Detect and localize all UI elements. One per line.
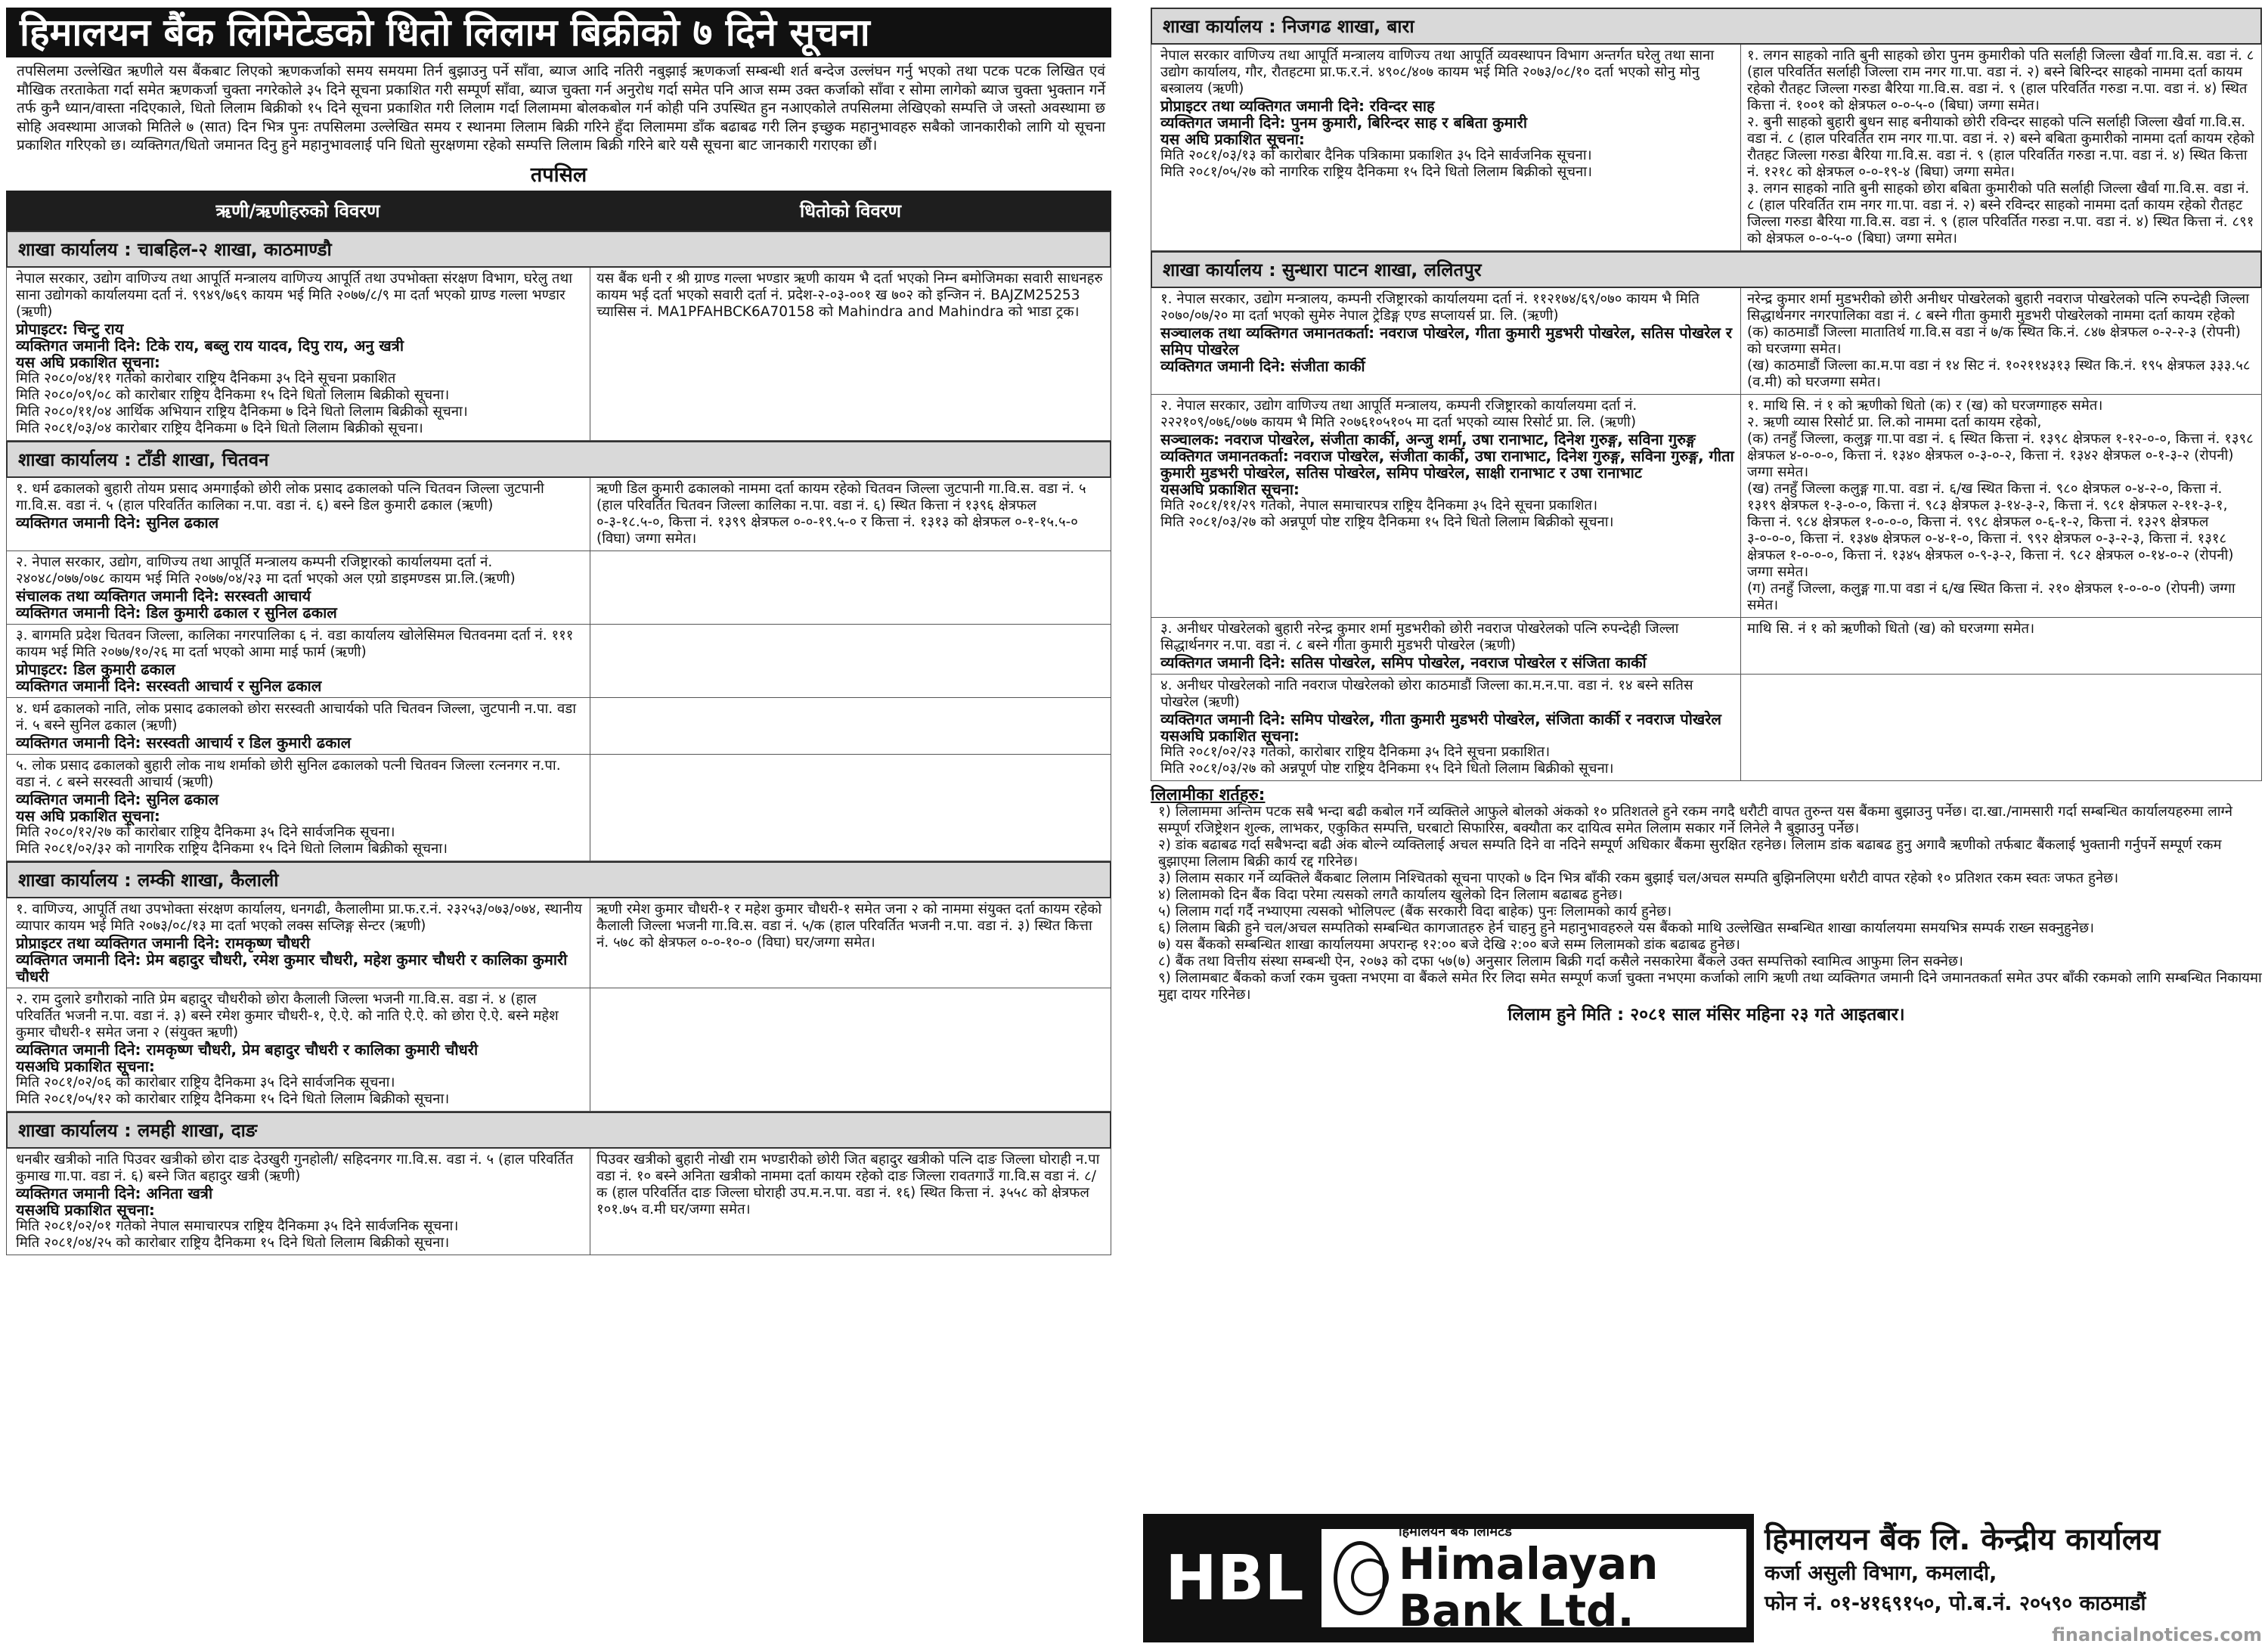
office-phone: फोन नं. ०१-४१६९१५०, पो.ब.नं. २०५९० काठमाडौं	[1765, 1592, 2146, 1615]
text-line: मिति २०८१/०५/१२ को कारोबार राष्ट्रिय दैनिकमा १५ दिने धितो लिलाम बिक्रीको सूचना।	[16, 1090, 450, 1107]
borrower-cell	[1151, 618, 1741, 674]
collateral-cell	[590, 898, 1111, 988]
logo-text	[1399, 1522, 1746, 1634]
text-line: मिति २०८०/०४/११ गतेको कारोबार राष्ट्रिय दैनिकमा ३५ दिने सूचना प्रकाशित	[16, 370, 396, 386]
text-line: मिति २०८१/०२/०१ गतेको नेपाल समाचारपत्र राष्ट्रिय दैनिकमा ३५ दिने सार्वजनिक सूचना।	[16, 1217, 459, 1234]
bold-line: व्यक्तिगत जमानी दिने: सरस्वती आचार्य र सुनिल ढकाल	[16, 676, 322, 695]
text-line: पिउवर खत्रीको बुहारी नोखी राम भण्डारीको छोरी जित बहादुर खत्रीको पत्नि दाङ जिल्ला घोराही न.पा वडा नं. १० बस्ने अनिता खत्रीको नाममा दर्ता कायम रहेको दाङ जिल्ला रावतगाउँ गा.वि.स वडा नं. ८/क (हाल परिवर्तित दाङ जिल्ला घोराही उप.म.न.पा. वडा नं. १६) स्थित कित्ता नं. ३५५८ को क्षेत्रफल १०१.७५ व.मी घर/जग्गा समेत।	[596, 1151, 1100, 1217]
auction-terms	[1151, 787, 2262, 1023]
logo-small-text: हिमालयन बैंक लिमिटेड	[1398, 1524, 1512, 1540]
right-sections	[1145, 8, 2268, 781]
branch-heading: शाखा कार्यालय : निजगढ शाखा, बारा	[1151, 8, 2262, 45]
collateral-cell	[1741, 675, 2261, 780]
table-row	[6, 551, 1111, 625]
text-line: मिति २०८०/११/०४ आर्थिक अभियान राष्ट्रिय दैनिकमा ७ दिने धितो लिलाम बिक्रीको सूचना।	[16, 403, 468, 420]
text-line: १. माथि सि. नं १ को ऋणीको धितो (क) र (ख) को घरजग्गाहरु समेत।	[1747, 398, 2103, 414]
logo-panel	[1321, 1524, 1746, 1636]
bold-line: व्यक्तिगत जमानी दिने: रामकृष्ण चौधरी, प्रेम बहादुर चौधरी र कालिका कुमारी चौधरी	[16, 1040, 479, 1059]
text-line: (ख) तनहुँ जिल्ला कलुङ्ग गा.पा. वडा नं. ६/ख स्थित कित्ता नं. ९८० क्षेत्रफल ०-४-२-०, कित्ता नं. १३१९ क्षेत्रफल १-३-०-०, कित्ता नं. ९८३ क्षेत्रफल ३-१४-३-२, कित्ता नं. ९८१ क्षेत्रफल २-११-३-१, कित्ता नं. ९८४ क्षेत्रफल १-०-०-०, कित्ता नं. ९९८ क्षेत्रफल ०-६-१-२, कित्ता नं. १३२९ क्षेत्रफल ३-०-०-०, कित्ता नं. १३४७ क्षेत्रफल ०-४-१-०, कित्ता नं. ९९२ क्षेत्रफल ०-३-२-३, कित्ता नं. १३१८ क्षेत्रफल १-०-०-०, कित्ता नं. १३४५ क्षेत्रफल ०-९-३-२, कित्ता नं. ९८२ क्षेत्रफल ०-१४-०-२ (रोपनी) जग्गा समेत।	[1747, 481, 2234, 580]
table-header	[6, 191, 1111, 231]
bold-line: सञ्चालक: नवराज पोखरेल, संजीता कार्की, अन्जु शर्मा, उषा रानाभाट, दिनेश गुरुङ्ग, सविना गुरुङ्ग	[1160, 430, 1696, 448]
tapsil-heading: तपसिल	[530, 163, 587, 187]
text-line: नेपाल सरकार वाणिज्य तथा आपूर्ति मन्त्रालय वाणिज्य तथा आपूर्ति व्यवस्थापन विभाग अन्तर्गत घरेलु तथा साना उद्योग कार्यालय, गौर, रौतहटमा प्रा.फ.र.नं. ४९०८/४०७ कायम भई मिति २०७३/०८/१० दर्ता भएको सोनु मोनु बस्त्रालय (ऋणी)	[1160, 48, 1715, 97]
text-line: नेपाल सरकार, उद्योग वाणिज्य तथा आपूर्ति मन्त्रालय वाणिज्य आपूर्ति तथा उपभोक्ता संरक्षण विभाग, घरेलु तथा साना उद्योगको कार्यालयमा दर्ता नं. ९९४९/७६९ कायम भई मिति २०७७/८/९ मा दर्ता भएको ग्राण्ड गल्ला भण्डार (ऋणी)	[16, 270, 573, 320]
bold-line: प्रोप्राइटर तथा व्यक्तिगत जमानी दिने: रामकृष्ण चौधरी	[16, 933, 311, 952]
collateral-cell	[1741, 395, 2261, 617]
term-item: ६) लिलाम बिक्री हुने चल/अचल सम्पतिको सम्बन्धित कागजातहरु हेर्न चाहनु हुने महानुभावहरुले यस बैंकको माथि उल्लेखित सम्बन्धित शाखा कार्यालयमा समयभित्र सम्पर्क राख्न सक्नुहुनेछ।	[1158, 920, 2094, 936]
text-line: मिति २०८०/१२/२७ को कारोबार राष्ट्रिय दैनिकमा ३५ दिने सार्वजनिक सूचना।	[16, 823, 395, 840]
bold-line: व्यक्तिगत जमानी दिने: टिके राय, बब्लु राय यादव, दिपु राय, अनु खत्री	[16, 336, 404, 355]
text-line: (ग) तनहुँ जिल्ला, कलुङ्ग गा.पा वडा नं ६/ख स्थित कित्ता नं. २१० क्षेत्रफल १-०-०-० (रोपनी) जग्गा समेत।	[1747, 581, 2235, 613]
collateral-column-header: धितोको विवरण	[800, 200, 901, 222]
office-title: हिमालयन बैंक लि. केन्द्रीय कार्यालय	[1765, 1522, 2161, 1557]
table-row	[6, 478, 1111, 551]
table-row	[6, 625, 1111, 698]
bold-line: सञ्चालक तथा व्यक्तिगत जमानतकर्ता: नवराज पोखरेल, गीता कुमारी मुडभरी पोखरेल, सतिस पोखरेल र समिप पोखरेल	[1160, 324, 1733, 358]
text-line: (ख) काठमाडौं जिल्ला का.म.पा वडा नं १४ सिट नं. १०२११४३१३ स्थित कि.नं. १९५ क्षेत्रफल ३३३.५८ (व.मी) को घरजग्गा समेत।	[1747, 358, 2251, 390]
branch-heading: शाखा कार्यालय : लमही शाखा, दाङ	[6, 1112, 1111, 1149]
text-line: मिति २०८१/०२/३२ को नागरिक राष्ट्रिय दैनिकमा १५ दिने धितो लिलाम बिक्रीको सूचना।	[16, 840, 448, 857]
notice-title: हिमालयन बैंक लिमिटेडको धितो लिलाम बिक्रीको ७ दिने सूचना	[6, 8, 1111, 57]
bold-line: प्रोप्राइटर तथा व्यक्तिगत जमानी दिने: रविन्दर साह	[1160, 97, 1435, 115]
text-line: १. धर्म ढकालको बुहारी तोयम प्रसाद अमगाईंको छोरी लोक प्रसाद ढकालको पत्नि चितवन जिल्ला जुटपानी गा.वि.स. वडा नं. ५ (हाल परिवर्तित कालिका न.पा. वडा नं. ६) बस्ने डिल कुमारी ढकाल (ऋणी)	[16, 480, 544, 513]
borrower-cell	[1151, 395, 1741, 617]
text-line: ३. लगन साहको नाति बुनी साहको छोरा बबिता कुमारीको पति सर्लाही जिल्ला खैर्वा गा.वि.स. वडा नं. ८ (हाल परिवर्तित राम नगर गा.पा. वडा नं. २) बस्ने रविन्दर साहको नाममा दर्ता कायम रहेको रौतहट जिल्ला गरुडा बैरिया गा.वि.स. वडा नं. ९ (हाल परिवर्तित गरुडा न.पा. वडा नं. ४) स्थित कित्ता नं. ८९१ को क्षेत्रफल ०-०-५-० (बिघा) जग्गा समेत।	[1747, 181, 2254, 247]
bold-line: यसअघि प्रकाशित सूचना:	[1160, 727, 1300, 745]
bold-line: प्रोपाइटर: डिल कुमारी ढकाल	[16, 659, 175, 678]
text-line: मिति २०८१/०३/०४ कारोबार राष्ट्रिय दैनिकमा ७ दिने धितो लिलाम बिक्रीको सूचना।	[16, 420, 423, 436]
table-row	[6, 755, 1111, 861]
text-line: ३. बागमति प्रदेश चितवन जिल्ला, कालिका नगरपालिका ६ नं. वडा कार्यालय खोलेसिमल चितवनमा दर्ता नं. १११ कायम भई मिति २०७७/१०/२६ मा दर्ता भएको आमा माई फार्म (ऋणी)	[16, 627, 574, 660]
borrower-cell	[1151, 675, 1741, 780]
term-item: ५) लिलाम गर्दा गर्दै नभ्याएमा त्यसको भोलिपल्ट (बैंक सरकारी विदा बाहेक) पुनः लिलामको कार्य हुनेछ।	[1158, 904, 1672, 920]
terms-list	[1151, 804, 2262, 1003]
terms-title: लिलामीका शर्तहरु:	[1151, 786, 1266, 805]
bold-line: व्यक्तिगत जमानतकर्ता: नवराज पोखरेल, संजीता कार्की, उषा रानाभाट, दिनेश गुरुङ्ग, सविना गुरुङ्ग, गीता कुमारी मुडभरी पोखरेल, सतिस पोखरेल, समिप पोखरेल, साक्षी रानाभाट र उषा रानाभाट	[1160, 447, 1734, 482]
borrower-cell	[1151, 45, 1741, 250]
text-line: १. वाणिज्य, आपूर्ति तथा उपभोक्ता संरक्षण कार्यालय, धनगढी, कैलालीमा प्रा.फ.र.नं. २३२५३/०७३/०७४, स्थानीय व्यापार कायम भई मिति २०७३/०८/१३ मा दर्ता भएको लक्स सप्लिङ्ग सेन्टर (ऋणी)	[16, 901, 582, 934]
text-line: ४. अनीधर पोखरेलको नाति नवराज पोखरेलको छोरा काठमाडौं जिल्ला का.म.न.पा. वडा नं. १४ बस्ने सतिस पोखरेल (ऋणी)	[1160, 678, 1693, 710]
table-row	[1151, 395, 2262, 618]
text-line: मिति २०८१/०५/२७ को नागरिक राष्ट्रिय दैनिकमा १५ दिने धितो लिलाम बिक्रीको सूचना।	[1160, 164, 1593, 180]
notice-intro: तपसिलमा उल्लेखित ऋणीले यस बैंकबाट लिएको ऋणकर्जाको समय समयमा तिर्न बुझाउनु पर्ने साँवा, ब्याज आदि नतिरी नबुझाई ऋणकर्जा सम्बन्धी शर्त बन्देज उल्लंघन गर्नु भएको तथा पटक पटक लिखित एवं मौखिक तरताकेता गर्दा समेत ऋणकर्जा चुक्ता नगरेकोले ३५ दिने सूचना प्रकाशित गरी सम्पूर्ण साँवा, ब्याज चुक्ता गर्न अनुरोध गर्दा समेत पनि आज सम्म उक्त कर्जाको साँवा र सोमा लागेको ब्याज चुक्ता भुक्तान गर्ने तर्फ कुनै ध्यान/वास्ता नदिएकाले, धितो लिलाम बिक्रीको १५ दिने सूचना प्रकाशित गरी लिलाम गर्दा लिलाममा बोलकबोल गर्न कोही पनि उपस्थित हुन नआएकोले तपसिलमा लेखिएको सम्पत्ति जे जस्तो अवस्थामा छ सोहि अवस्थामा आजको मितिले ७ (सात) दिन भित्र पुनः तपसिलमा उल्लेखित समय र स्थानमा लिलाम बिक्री गरिने हुँदा लिलाममा डाँक बढाबढ गरी लिन इच्छुक महानुभावहरु सबैको जानकारीको लागि यो सूचना प्रकाशित गरिएको छ। व्यक्तिगत/धितो जमानत दिनु हुने महानुभावलाई पनि धितो सुरक्षणमा रहेको सम्पत्ति लिलाम बिक्री गरिने बारे यसै सूचना बाट जानकारी गराएका छौं।	[17, 63, 1105, 154]
logo-name: Himalayan Bank Ltd.	[1398, 1538, 1659, 1636]
borrower-column-header: ऋणी/ऋणीहरुको विवरण	[215, 200, 380, 222]
text-line: २. नेपाल सरकार, उद्योग वाणिज्य तथा आपूर्ति मन्त्रालय, कम्पनी रजिष्ट्रारको कार्यालयमा दर्ता नं. २२२१०९/०७६/०७७ कायम भै मिति २०७६१०५१०५ मा दर्ता भएको व्यास रिसोर्ट प्रा. लि. (ऋणी)	[1160, 398, 1637, 430]
text-line: २. ऋणी व्यास रिसोर्ट प्रा. लि.को नाममा दर्ता कायम रहेको,	[1747, 414, 2042, 430]
collateral-cell	[590, 625, 1111, 697]
bold-line: यसअघि प्रकाशित सूचना:	[16, 1056, 155, 1075]
borrower-cell	[7, 698, 590, 754]
table-row	[6, 698, 1111, 755]
text-line: २. नेपाल सरकार, उद्योग, वाणिज्य तथा आपूर्ति मन्त्रालय कम्पनी रजिष्ट्रारको कार्यालयमा दर्ता नं. २४०४८/०७७/०७८ कायम भई मिति २०७७/०४/२३ मा दर्ता भएको अल एग्रो डाइमण्डस प्रा.लि.(ऋणी)	[16, 554, 516, 587]
bold-line: यस अघि प्रकाशित सूचना:	[16, 806, 160, 825]
table-row	[1151, 675, 2262, 781]
text-line: मिति २०८१/०३/२७ को अन्नपूर्ण पोष्ट राष्ट्रिय दैनिकमा १५ दिने धितो लिलाम बिक्रीको सूचना।	[1160, 761, 1614, 777]
table-row	[6, 898, 1111, 988]
text-line: मिति २०८१/०४/२५ को कारोबार राष्ट्रिय दैनिकमा १५ दिने धितो लिलाम बिक्रीको सूचना।	[16, 1234, 450, 1251]
bold-line: व्यक्तिगत जमानी दिने: सुनिल ढकाल	[16, 789, 219, 808]
text-line: मिति २०८१/०३/२७ को अन्नपूर्ण पोष्ट राष्ट्रिय दैनिकमा १५ दिने धितो लिलाम बिक्रीको सूचना।	[1160, 514, 1614, 530]
collateral-cell	[1741, 618, 2261, 674]
term-item: २) डांक बढाबढ गर्दा सबैभन्दा बढी अंक बोल्ने व्यक्तिलाई अचल सम्पति दिने वा नदिने सम्पूर्ण अधिकार बैंकमा सुरक्षित रहनेछ। लिलाम डांक बढाबढ हुनु अगावै ऋणीको तर्फबाट बैंकलाई भुक्तानी गर्नुपर्ने सम्पूर्ण रकम बुझाएमा लिलाम बिक्री कार्य रद्द गरिनेछ।	[1158, 837, 2222, 870]
table-row	[6, 1149, 1111, 1255]
table-row	[6, 988, 1111, 1112]
text-line: (क) तनहुँ जिल्ला, कलुङ्ग गा.पा वडा नं. ६ स्थित कित्ता नं. १३९८ क्षेत्रफल १-१२-०-०, कित्ता नं. १३९८ क्षेत्रफल ४-०-०-०, कित्ता नं. १३४० क्षेत्रफल ०-३-०-२, कित्ता नं. १३४२ क्षेत्रफल ०-१-३-२ (रोपनी) जग्गा समेत।	[1747, 431, 2254, 480]
branch-heading: शाखा कार्यालय : चाबहिल-२ शाखा, काठमाण्डौ	[6, 231, 1111, 268]
right-column	[1145, 0, 2268, 1023]
bold-line: संचालक तथा व्यक्तिगत जमानी दिने: सरस्वती आचार्य	[16, 586, 311, 605]
text-line: १. लगन साहको नाति बुनी साहको छोरा पुनम कुमारीको पति सर्लाही जिल्ला खैर्वा गा.वि.स. वडा नं. ८ (हाल परिवर्तित सर्लाही जिल्ला राम नगर गा.पा. वडा नं. २) बस्ने बिरिन्दर साहको नाममा दर्ता कायम रहेको रौतहट जिल्ला गरुडा बैरिया गा.वि.स. वडा नं. ९ (हाल परिवर्तित गरुडा न.पा. वडा नं. ४) स्थित कित्ता नं. १००१ को क्षेत्रफल ०-०-५-० (बिघा) जग्गा समेत।	[1747, 48, 2254, 113]
bold-line: यसअघि प्रकाशित सूचना:	[16, 1200, 155, 1219]
collateral-cell	[590, 551, 1111, 624]
bold-line: व्यक्तिगत जमानी दिने: डिल कुमारी ढकाल र सुनिल ढकाल	[16, 603, 337, 622]
bold-line: यस अघि प्रकाशित सूचना:	[1160, 130, 1305, 148]
table-row	[1151, 288, 2262, 395]
bank-seal-icon	[1334, 1541, 1387, 1615]
left-column	[0, 0, 1117, 1255]
table-row	[1151, 618, 2262, 675]
text-line: माथि सि. नं १ को ऋणीको धितो (ख) को घरजग्गा समेत।	[1747, 621, 2035, 637]
text-line: मिति २०८०/०९/०८ को कारोबार राष्ट्रिय दैनिकमा १५ दिने धितो लिलाम बिक्रीको सूचना।	[16, 386, 450, 403]
text-line: ऋणी डिल कुमारी ढकालको नाममा दर्ता कायम रहेको चितवन जिल्ला जुटपानी गा.वि.स. वडा नं. ५ (हाल परिवर्तित चितवन जिल्ला कालिका न.पा. वडा नं. ६) स्थित कित्ता नं १३९६ क्षेत्रफल ०-३-१८.५-०, कित्ता नं. १३९९ क्षेत्रफल ०-०-१९.५-० र कित्ता नं. १३१३ को क्षेत्रफल ०-१-१५.५-० (विघा) जग्गा समेत।	[596, 480, 1086, 547]
text-line: ५. लोक प्रसाद ढकालको बुहारी लोक नाथ शर्माको छोरी सुनिल ढकालको पत्नी चितवन जिल्ला रत्ननगर न.पा. वडा नं. ८ बस्ने सरस्वती आचार्य (ऋणी)	[16, 757, 561, 790]
text-line: मिति २०८१/०२/२३ गतेको, कारोबार राष्ट्रिय दैनिकमा ३५ दिने सूचना प्रकाशित।	[1160, 744, 1551, 760]
branch-heading: शाखा कार्यालय : सुन्धारा पाटन शाखा, ललितपुर	[1151, 251, 2262, 288]
table-row	[6, 268, 1111, 441]
bold-line: यसअघि प्रकाशित सूचना:	[1160, 480, 1300, 498]
logo-abbr: HBL	[1165, 1542, 1304, 1614]
branch-heading: शाखा कार्यालय : लम्की शाखा, कैलाली	[6, 861, 1111, 898]
table-row	[1151, 45, 2262, 251]
footer	[1143, 1514, 2262, 1642]
text-line: यस बैंक धनी र श्री ग्राण्ड गल्ला भण्डार ऋणी कायम भै दर्ता भएको निम्न बमोजिमका सवारी साधनहरु कायम भई दर्ता भएको सवारी दर्ता नं. प्रदेश-२-०३-००१ ख ७०२ को इन्जिन नं. BAJZM25253 च्यासिस नं. MA1PFAHBCK6A70158 को Mahindra and Mahindra को भाडा ट्रक।	[596, 270, 1103, 320]
text-line: ३. अनीधर पोखरेलको बुहारी नरेन्द्र कुमार शर्मा मुडभरीको छोरी नवराज पोखरेलको पत्नि रुपन्देही जिल्ला सिद्धार्थनगर न.पा. वडा नं. ८ बस्ने गीता कुमारी मुडभरी पोखरेल (ऋणी)	[1160, 621, 1679, 653]
bold-line: व्यक्तिगत जमानी दिने: संजीता कार्की	[1160, 357, 1365, 375]
collateral-cell	[590, 268, 1111, 440]
text-line: २. राम दुलारे डगौराको नाति प्रेम बहादुर चौधरीको छोरा कैलाली जिल्ला भजनी गा.वि.स. वडा नं. ४ (हाल परिवर्तित भजनी न.पा. वडा नं. ३) बस्ने रमेश कुमार चौधरी-१, ऐ.ऐ. को नाति ऐ.ऐ. को छोरा ऐ.ऐ. बस्ने महेश कुमार चौधरी-१ समेत जना २ (संयुक्त ऋणी)	[16, 991, 559, 1041]
borrower-cell	[7, 625, 590, 697]
term-item: ९) लिलामबाट बैंकको कर्जा रकम चुक्ता नभएमा वा बैंकले समेत रिर लिदा समेत सम्पूर्ण कर्जा चुक्ता नभएमा कर्जाको लागि ऋणी तथा व्यक्तिगत जमानी दिने जमानतकर्ता समेत उपर बाँकी रकमको लागि सम्बन्धित निकायमा मुद्दा दायर गरिनेछ।	[1158, 970, 2262, 1003]
text-line: ऋणी रमेश कुमार चौधरी-१ र महेश कुमार चौधरी-१ समेत जना २ को नाममा संयुक्त दर्ता कायम रहेको कैलाली जिल्ला भजनी गा.वि.स. वडा नं. ५/क (हाल परिवर्तित भजनी न.पा. वडा नं. ३) स्थित कित्ता नं. ५७८ को क्षेत्रफल ०-०-१०-० (विघा) घर/जग्गा समेत।	[596, 901, 1102, 951]
bold-line: व्यक्तिगत जमानी दिने: प्रेम बहादुर चौधरी, रमेश कुमार चौधरी, महेश कुमार चौधरी र कालिका कुमारी चौधरी	[16, 950, 568, 985]
bold-line: व्यक्तिगत जमानी दिने: समिप पोखरेल, गीता कुमारी मुडभरी पोखरेल, संजिता कार्की र नवराज पोखरेल	[1160, 710, 1721, 728]
borrower-cell	[7, 478, 590, 551]
bold-line: व्यक्तिगत जमानी दिने: सुनिल ढकाल	[16, 513, 219, 532]
bold-line: प्रोपाइटर: चिन्टु राय	[16, 319, 124, 338]
term-item: १) लिलाममा अन्तिम पटक सबै भन्दा बढी कबोल गर्ने व्यक्तिले आफुले बोलको अंकको १० प्रतिशतले हुने रकम नगदै धरौटी वापत तुरुन्त यस बैंकमा बुझाउनु पर्नेछ। दा.खा./नामसारी गर्दा सम्बन्धित कार्यालयहरुमा लाग्ने सम्पूर्ण रजिष्ट्रेशन शुल्क, लाभकर, एकुकित सम्पत्ति, घरबाटो सिफारिस, बक्यौता कर दायित्व समेत लिलाम सकार गर्ने लिनेले नै बुझाउनु पर्नेछ।	[1158, 804, 2233, 836]
text-line: ४. धर्म ढकालको नाति, लोक प्रसाद ढकालको छोरा सरस्वती आचार्यको पति चितवन जिल्ला, जुटपानी न.पा. वडा नं. ५ बस्ने सुनिल ढकाल (ऋणी)	[16, 700, 576, 734]
term-item: ७) यस बैंकको सम्बन्धित शाखा कार्यालयमा अपरान्ह १२:०० बजे देखि २:०० बजे सम्म लिलामको डांक बढाबढ हुनेछ।	[1158, 937, 1740, 953]
collateral-cell	[590, 698, 1111, 754]
borrower-cell	[7, 551, 590, 624]
collateral-cell	[590, 478, 1111, 551]
bank-logo	[1143, 1514, 1754, 1642]
borrower-cell	[1151, 288, 1741, 394]
collateral-cell	[590, 755, 1111, 861]
central-office	[1754, 1514, 2262, 1642]
text-line: २. बुनी साहको बुहारी बुधन साह बनीयाको छोरी रविन्दर साहको पत्नि सर्लाही जिल्ला खैर्वा गा.वि.स. वडा नं. ८ (हाल परिवर्तित राम नगर गा.पा. वडा नं. २) बस्ने बबिता कुमारीको नाममा दर्ता कायम रहेको रौतहट जिल्ला गरुडा बैरिया गा.वि.स. वडा नं. ९ (हाल परिवर्तित गरुडा न.पा. वडा नं. ४) स्थित कित्ता नं. १२१८ को क्षेत्रफल ०-०-१९-४ (बिघा) जग्गा समेत।	[1747, 114, 2254, 180]
collateral-cell	[590, 1149, 1111, 1255]
bold-line: यस अघि प्रकाशित सूचना:	[16, 352, 160, 371]
bold-line: व्यक्तिगत जमानी दिने: सतिस पोखरेल, समिप पोखरेल, नवराज पोखरेल र संजिता कार्की	[1160, 653, 1647, 671]
borrower-cell	[7, 898, 590, 988]
auction-date: लिलाम हुने मिति : २०८१ साल मंसिर महिना २३ गते आइतबार।	[1507, 1005, 1905, 1025]
text-line: नरेन्द्र कुमार शर्मा मुडभरीको छोरी अनीधर पोखरेलको बुहारी नवराज पोखरेलको पत्नि रुपन्देही जिल्ला सिद्धार्थनगर नगरपालिका वडा नं. ८ बस्ने गीता कुमारी मुडभरी पोखरेलको नाममा दर्ता कायम रहेको	[1747, 291, 2250, 324]
left-sections	[0, 231, 1117, 1255]
office-department: कर्जा असुली विभाग, कमलादी,	[1765, 1562, 1997, 1585]
text-line: १. नेपाल सरकार, उद्योग मन्त्रालय, कम्पनी रजिष्ट्रारको कार्यालयमा दर्ता नं. ११२१७४/६९/०७० कायम भै मिति २०७०/०७/२० मा दर्ता भएको सुमेरु नेपाल ट्रेडिङ्ग एण्ड सप्लायर्स प्रा. लि. (ऋणी)	[1160, 291, 1699, 324]
text-line: मिति २०८१/०३/१३ को कारोबार दैनिक पत्रिकामा प्रकाशित ३५ दिने सार्वजनिक सूचना।	[1160, 147, 1592, 163]
borrower-cell	[7, 1149, 590, 1255]
watermark: financialnotices.com	[2052, 1624, 2262, 1645]
term-item: ४) लिलामको दिन बैंक विदा परेमा त्यसको लगतै कार्यालय खुलेको दिन लिलाम बढाबढ हुनेछ।	[1158, 887, 1623, 903]
term-item: ८) बैंक तथा वित्तीय संस्था सम्बन्धी ऐन, २०७३ को दफा ५७(७) अनुसार लिलाम बिक्री गर्दा कसैले नसकारेमा बैंकले उक्त सम्पत्तिको स्वामित्व आफुमा लिन सक्नेछ।	[1158, 954, 1963, 969]
text-line: धनबीर खत्रीको नाति पिउवर खत्रीको छोरा दाङ देउखुरी गुनहोली/ सहिदनगर गा.वि.स. वडा नं. ५ (हाल परिवर्तित कुमाख गा.पा. वडा नं. ६) बस्ने जित बहादुर खत्री (ऋणी)	[16, 1151, 574, 1184]
collateral-cell	[1741, 45, 2261, 250]
branch-heading: शाखा कार्यालय : टाँडी शाखा, चितवन	[6, 441, 1111, 478]
borrower-cell	[7, 988, 590, 1111]
text-line: मिति २०८१/११/२९ गतेको, नेपाल समाचारपत्र राष्ट्रिय दैनिकमा ३५ दिने सूचना प्रकाशित।	[1160, 498, 1598, 513]
collateral-cell	[1741, 288, 2261, 394]
bold-line: व्यक्तिगत जमानी दिने: सरस्वती आचार्य र डिल कुमारी ढकाल	[16, 733, 352, 752]
borrower-cell	[7, 755, 590, 861]
term-item: ३) लिलाम सकार गर्ने व्यक्तिले बैंकबाट लिलाम निश्चितको सूचना पाएको ७ दिन भित्र बाँकी रकम बुझाई चल/अचल सम्पति बुझिनलिएमा धरौटी वापत रहेको १० प्रतिशत रकम स्वतः जफत हुनेछ।	[1158, 870, 2119, 886]
collateral-cell	[590, 988, 1111, 1111]
borrower-cell	[7, 268, 590, 440]
text-line: मिति २०८१/०२/०६ को कारोबार राष्ट्रिय दैनिकमा ३५ दिने सार्वजनिक सूचना।	[16, 1074, 395, 1090]
bold-line: व्यक्तिगत जमानी दिने: पुनम कुमारी, बिरिन्दर साह र बबिता कुमारी	[1160, 113, 1528, 132]
text-line: (क) काठमाडौं जिल्ला मातातिर्थ गा.वि.स वडा नं ७/क स्थित कि.नं. ८४७ क्षेत्रफल ०-२-२-३ (रोपनी) को घरजग्गा समेत।	[1747, 324, 2241, 357]
bold-line: व्यक्तिगत जमानी दिने: अनिता खत्री	[16, 1183, 213, 1202]
